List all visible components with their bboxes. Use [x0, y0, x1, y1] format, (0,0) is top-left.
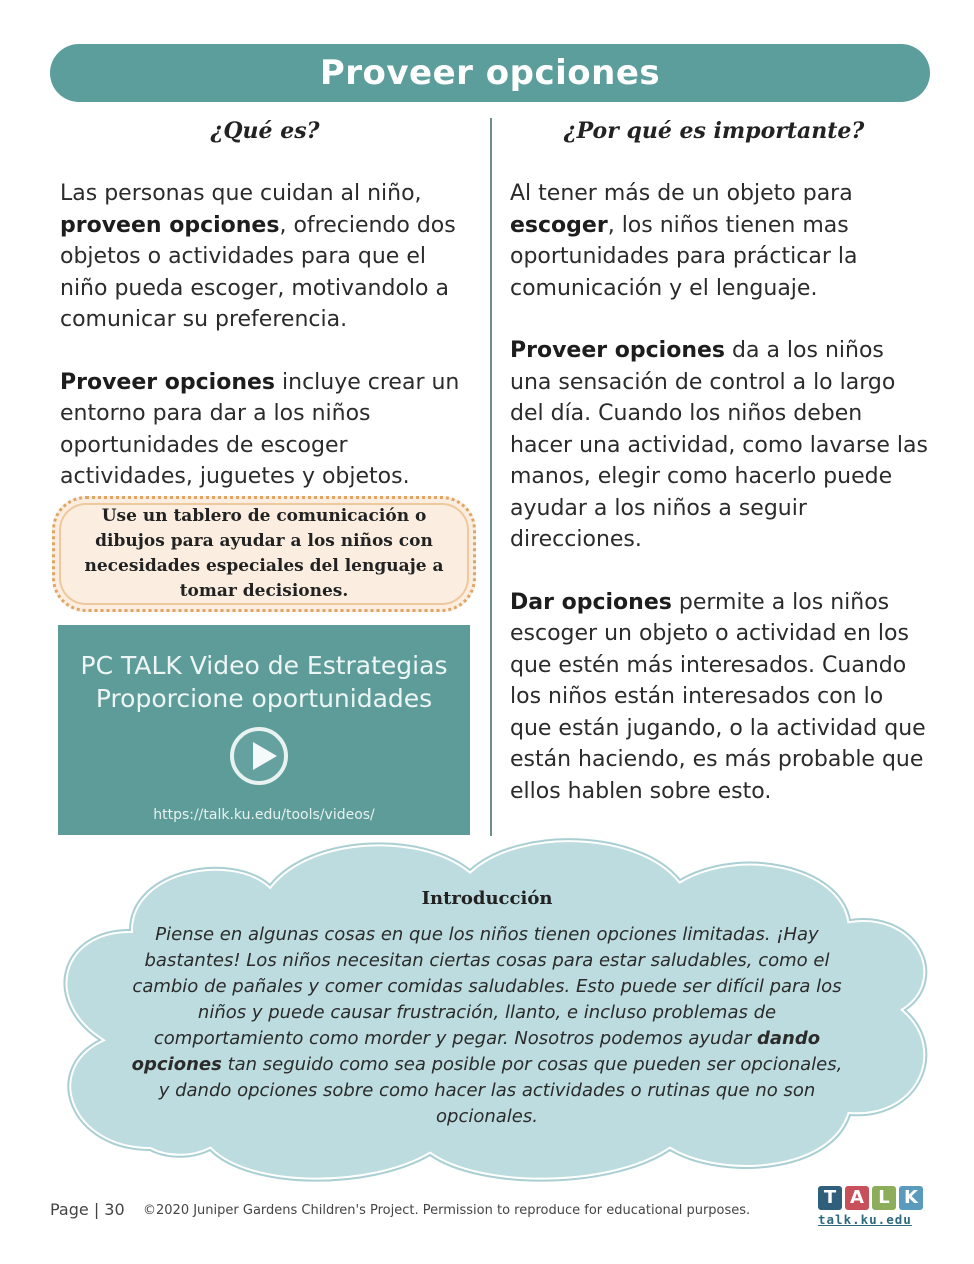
logo-letter-k: K — [899, 1186, 923, 1210]
left-column-heading: ¿Qué es? — [210, 118, 320, 144]
right-paragraph-2: Proveer opciones da a los niños una sensación de control a lo largo del día. Cuando los niños deben hacer una actividad, como lavarse las manos, elegir como hacerlo puede ayudar a los niños a seguir direcciones. — [510, 338, 928, 552]
logo-letter-l: L — [872, 1186, 896, 1210]
right-column-heading: ¿Por qué es importante? — [563, 118, 865, 144]
logo-letter-a: A — [845, 1186, 869, 1210]
left-paragraph-1: Las personas que cuidan al niño, proveen opciones, ofreciendo dos objetos o actividades para que el niño pueda escoger, motivandolo a comunicar su preferencia. — [60, 181, 456, 332]
tip-text: Use un tablero de comunicación o dibujos para ayudar a los niños con necesidades especiales del lenguaje a tomar decisiones. — [84, 506, 444, 601]
right-paragraph-3: Dar opciones permite a los niños escoger un objeto o actividad en los que estén más interesados. Cuando los niños están interesados con lo que están jugando, o la actividad que están haciendo, es más probable que ellos hablen sobre esto. — [510, 589, 926, 804]
video-title: PC TALK Video de Estrategias Proporcione oportunidades — [80, 651, 448, 713]
talk-logo[interactable] — [818, 1186, 930, 1227]
left-paragraph-2: Proveer opciones incluye crear un entorno para dar a los niños oportunidades de escoger actividades, juguetes y objetos. — [60, 369, 460, 489]
logo-url[interactable]: talk.ku.edu — [818, 1212, 912, 1227]
copyright-text: ©2020 Juniper Gardens Children's Project. Permission to reproduce for educational purposes. — [143, 1203, 751, 1218]
intro-text: Piense en algunas cosas en que los niños tienen opciones limitadas. ¡Hay bastantes! Los niños necesitan ciertas cosas para estar saludables, como el cambio de pañales y comer comidas saludables. Esto puede ser difícil para los niños y puede causar frustración, llanto, e incluso problemas de comportamiento como morder y pegar. Nosotros podemos ayudar dando opciones tan seguido como sea posible por cosas que pueden ser opcionales, y dando opciones sobre como hacer las actividades o rutinas que no son opcionales. — [131, 924, 843, 1127]
page-number: Page | 30 — [50, 1200, 125, 1219]
video-url[interactable]: https://talk.ku.edu/tools/videos/ — [153, 807, 375, 823]
logo-letters — [818, 1186, 930, 1210]
page-title: Proveer opciones — [319, 53, 661, 93]
right-paragraph-1: Al tener más de un objeto para escoger, los niños tienen mas oportunidades para prácticar la comunicación y el lenguaje. — [510, 181, 858, 301]
logo-letter-t: T — [818, 1186, 842, 1210]
intro-title: Introducción — [421, 888, 553, 909]
